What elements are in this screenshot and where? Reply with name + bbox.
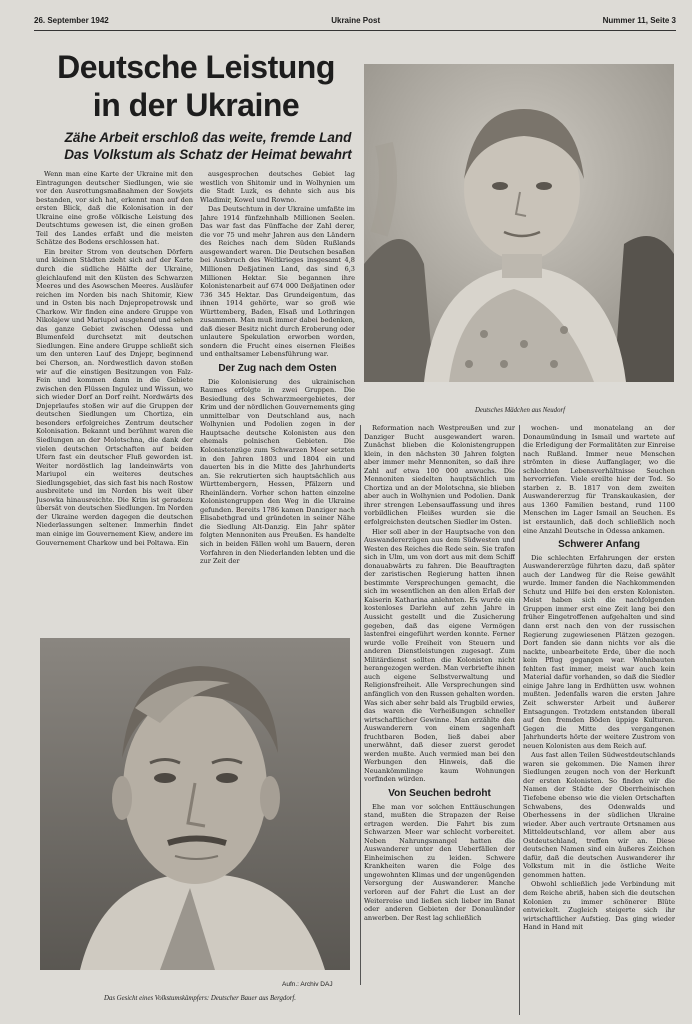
girl-photo-caption: Deutsches Mädchen aus Neudorf (474, 407, 566, 414)
header-date: 26. September 1942 (34, 16, 109, 25)
col2-paragraph: Das Deutschtum in der Ukraine umfaßte im Jahre 1914 fünfzehnhalb Millionen Seelen. Das war fast das Fünffache der Zahl derer, die vor 75 und mehr Jahren aus den Ländern des Reiches nach dem Süden Rußlands ausgewandert waren. Die Deutschen besaßen bei Ausbruch des Weltkrieges insgesamt 4,8 Millionen Deßjatinen Land, das sind 6,3 Millionen Hektar. Sie begannen ihre Kolonistenarbeit auf 674 000 Deßjatinen oder 736 345 Hektar. Das Grundeigentum, das ihnen 1914 gehörte, war so groß wie Württemberg, Baden, Elsaß und Lothringen zusammen. Man muß immer dabei bedenken, daß dieser Besitz nicht durch Eroberung oder unlautere Spekulation erworben worden, sondern die Frucht eines eisernen Fleißes und enthaltsamer Lebensführung war. (200, 205, 355, 359)
col3-paragraph: Reformation nach Westpreußen und zur Danziger Bucht ausgewandert waren. Zunächst blieben die Kolonistengruppen klein, in den nächsten 30 Jahren folgten aber immer mehr Mennoniten, so daß ihre Zahl auf etwa 100 000 anwuchs. Die Mennoniten siedelten hauptsächlich um Chortiza und an der Molotschna, sie blieben aber auch in Wolhynien und Podolien. Dank ihrer strengen Lebensauffassung und ihres vorbildlichen Fleißes wurden sie die erfolgreichsten deutschen Siedler im Osten. (364, 424, 515, 527)
subheadline (58, 129, 358, 163)
zug-paragraph: Die Kolonisierung des ukrainischen Raumes erfolgte in zwei Gruppen. Die Besiedlung des Schwarzmeergebietes, der Krim und der nördlichen Gouvernements ging unmittelbar von Deutschland aus, nach Wolhynien und Podolien zogen in der Hauptsache deutsche Kolonisten aus den ehemals polnischen Gebieten. Die Kolonistenzüge zum Schwarzen Meer setzten in den Jahren 1803 und 1804 ein und dauerten bis in die Mitte des Jahrhunderts an. Sie rekrutierten sich hauptsächlich aus Württembergern, Hessen, Pfälzern und Rheinländern. Vorher schon hatten einzelne Kolonistengruppen den Weg in die Ukraine gefunden. Bereits 1786 kamen Danziger nach Elisabethgrad und gründeten in seiner Nähe die Siedlung Alt-Danzig. Ein Jahr später folgten Mennoniten aus Preußen. Es handelte sich in beiden Fällen wohl um Bauern, deren Vorfahren in den Niederlanden lebten und die zur Zeit der (200, 377, 355, 566)
subheadline-line-2: Das Volkstum als Schatz der Heimat bewahrt (64, 147, 352, 162)
farmer-photo-caption: Das Gesicht eines Volkstumskämpfers: Deutscher Bauer aus Bergdorf. (104, 995, 296, 1002)
subheadline-line-1: Zähe Arbeit erschloß das weite, fremde Land (64, 130, 352, 145)
anfang-paragraph: Die schlechten Erfahrungen der ersten Auswandererzüge führten dazu, daß später auch der Landweg für die Reise gewählt wurde. Immer fanden die Nachkommenden Schutz und Hilfe bei den ersten Kolonisten. Meist haben sich die nachfolgenden Gruppen immer erst eine Zeit lang bei den früher Eingetroffenen aufgehalten und sind dann erst nach den von der russischen Regierung zugewiesenen Plätzen gezogen. Dort fanden sie dann nichts vor als die nackte, unbearbeitete Erde, über die noch kein Pflug gegangen war. Wohnbauten fehlten fast immer, meist war auch kein Material dafür vorhanden, so daß die Siedler einige Jahre lang in Erdhütten usw. wohnen mußten. Jedenfalls waren die ersten Jahre Zeit schwerster Arbeit und äußerer Entsagungen. Trotzdem entstanden überall auf den fremden Böden üppige Kulturen. Gegen die Mitte des vergangenen Jahrhunderts hörte der weitere Zustrom von neuen Kolonisten aus dem Reich auf. (523, 553, 675, 750)
headline-line-2: in der Ukraine (92, 87, 300, 123)
header-paper-name: Ukraine Post (331, 16, 381, 25)
article-column-2 (200, 170, 355, 632)
section-heading-seuchen: Von Seuchen bedroht (388, 787, 491, 799)
article-column-3 (364, 424, 515, 1020)
col1-paragraph: Wenn man eine Karte der Ukraine mit den Eintragungen deutscher Siedlungen, wie sie vor den Ausrottungsmaßnahmen der Sowjets bestanden, vor sich hat, erkennt man auf den ersten Blick, daß die Kolonisation in der Ukraine eine große völkische Leistung des Deutschtums gewesen ist, die einen großen Teil des Landes erfaßt und die meisten Schätze des Bodens erschlossen hat. (36, 170, 193, 247)
photo-credit: Aufn.: Archiv DAJ (282, 981, 333, 988)
section-heading-anfang: Schwerer Anfang (558, 539, 640, 551)
girl-portrait-image (364, 64, 674, 382)
anfang-paragraph: Aus fast allen Teilen Südwestdeutschlands waren sie gekommen. Die Namen ihrer Siedlungen zeugen noch von der Herkunft der ersten Kolonisten. So finden wir die Namen der Städte der Oberrheinischen Tiefebene ebenso wie die vielen Ortschaften Schwabens, des Odenwalds und Oberhessens in der südlichen Ukraine wieder. Aber auch vertraute Ortsnamen aus Mitteldeutschland, vor allem aber aus Ostdeutschland, treffen wir an. Diese deutschen Namen sind ein äußeres Zeichen dafür, daß die deutschen Auswanderer ihr Volkstum mit in die östliche Weite genommen hatten. (523, 751, 675, 879)
photo-girl (364, 64, 674, 382)
col1-paragraph: Ein breiter Strom von deutschen Dörfern und kleinen Städten zieht sich auf der Karte durch die südliche Hälfte der Ukraine, gleichlaufend mit den Küsten des Schwarzen Meeres und des Asowschen Meeres. Ausläufer reichen im Norden bis nach Shitomir, Kiew und in Osten bis nach Dnjepropetrowsk und Charkow. Wir finden eine andere Gruppe von Nikolajew und Mariupol ausgehend und sehen das ganze Gebiet zwischen Odessa und Blumenfeld durchsetzt mit deutschen Siedlungen. Eine andere Gruppe schließt sich um den unteren Lauf des Dnjepr, beginnend bei Cherson, an. Nordwestlich davon stoßen wir auf die einstigen Besitzungen von Falz-Fein und kommen dann in die Gebiete zwischen den Flüssen Ingulez und Wissun, wo sich wieder Dorf an Dorf reiht. Nordwärts des Dnjeprlaufes stoßen wir auf die Gruppen der deutschen Siedlungen um Chortiza, ein besonders erfolgreiches Zentrum deutscher Kolonisation. Bekannt und berühmt waren die Siedlungen an der Molotschna, die dank der vielen deutschen Ortschaften auf beiden Ufern fast ein deutscher Fluß geworden ist. Weiter nordöstlich lag landeinwärts von Mariupol ein weiteres deutsches Siedlungsgebiet, das sich fast bis nach Rostow ausbreitete und im Norden bis weit über Jusowka hinausreichte. Die Krim ist geradezu übersät von deutschen Siedlungen. Im Norden der Ukraine werden dagegen die deutschen Niederlassungen seltener. Immerhin findet man einige im Gouvernement Kiew, andere im Gouvernement Charkow und bei Poltawa. Ein (36, 247, 193, 547)
column-rule (519, 425, 520, 1015)
section-heading-zug: Der Zug nach dem Osten (218, 363, 337, 375)
farmer-portrait-image (40, 638, 350, 970)
col4-paragraph: wochen- und monatelang an der Donaumündung in Ismail und wartete auf die Erledigung der Formalitäten zur Einreise nach Rußland. Immer neue Menschen strömten in diese Auffanglager, wo die schlechten Lebensverhältnisse Seuchen hervorriefen. Viele ereilte hier der Tod. So starben z. B. 1817 von dem zweiten Auswandererzug für Transkaukasien, der aus 1360 Familien bestand, rund 1100 Menschen im Lager Ismail an Seuchen. Es ist erstaunlich, daß doch schließlich noch eine Anzahl Deutsche in Odessa ankamen. (523, 424, 675, 535)
article-column-4 (523, 424, 675, 1020)
anfang-paragraph: Obwohl schließlich jede Verbindung mit dem Reiche abriß, haben sich die deutschen Kolonien zu immer schönerer Blüte entwickelt. Zugleich steigerte sich ihr wirtschaftlicher Aufstieg. Das ging wieder Hand in Hand mit (523, 880, 675, 932)
col2-paragraph: ausgesprochen deutsches Gebiet lag westlich von Shitomir und in Wolhynien um die Stadt Luzk, es dehnte sich aus bis Wladimir, Kowel und Rowno. (200, 170, 355, 204)
article-column-1 (36, 170, 193, 632)
seuchen-paragraph: Ehe man vor solchen Enttäuschungen stand, mußten die Strapazen der Reise ertragen werden. Die Fahrt bis zum Schwarzen Meer war schlecht vorbereitet. Neben Nahrungsmangel hatten die Auswanderer unter den Ueberfällen der Einheimischen zu leiden. Schwere Krankheiten waren die Folge des ungewohnten Klimas und der ungenügenden Versorgung der Auswanderer. Manche verloren auf der Fahrt die Lust an der Weiterreise und ließen sich lieber im Banat oder anderen Gebieten der Donauländer anwerben. Der Rest lag schließlich (364, 802, 515, 922)
headline (36, 48, 356, 124)
photo-farmer (40, 638, 350, 970)
column-rule (360, 425, 361, 985)
col3-paragraph: Hier soll aber in der Hauptsache von den Auswandererzügen aus dem Südwesten und Westen des Reiches die Rede sein. Sie trafen sich in Ulm, um von dort aus mit dem Schiff donauabwärts zu fahren. Die Beauftragten der zaristischen Regierung hatten ihnen bestimmte Versprechungen gemacht, die sich im wesentlichen an den allen Erlaß der Kaiserin Katharina anlehnten. Es wurde ein kostenloses Darlehn auf zehn Jahre in Aussicht gestellt und die Zusicherung gegeben, daß das eigene Vermögen lastenfrei eingeführt werden konnte. Ferner wurde volle Freiheit von Steuern und anderen Dienstleistungen zugesagt. Zum Militärdienst sollten die Kolonisten nicht herangezogen werden. Man verbriefte ihnen auch eigene Selbstverwaltung und Religionsfreiheit. Alle Versprechungen sind anfänglich von den Russen gehalten worden. Was sich aber sehr bald als Trugbild erwies, das waren die Verheißungen schneller wirtschaftlicher Gewinne. Man erzählte den Auswanderern von einem sagenhaft fruchtbaren Boden, ließ dabei aber unerwähnt, daß dieser zuerst gerodet werden mußte. Auch vermied man bei den Werbungen den Hinweis, daß die Neuankömmlinge kaum Wohnungen vorfinden würden. (364, 527, 515, 784)
page-header (34, 16, 676, 31)
headline-line-1: Deutsche Leistung (57, 49, 335, 85)
header-issue: Nummer 11, Seite 3 (602, 16, 676, 25)
